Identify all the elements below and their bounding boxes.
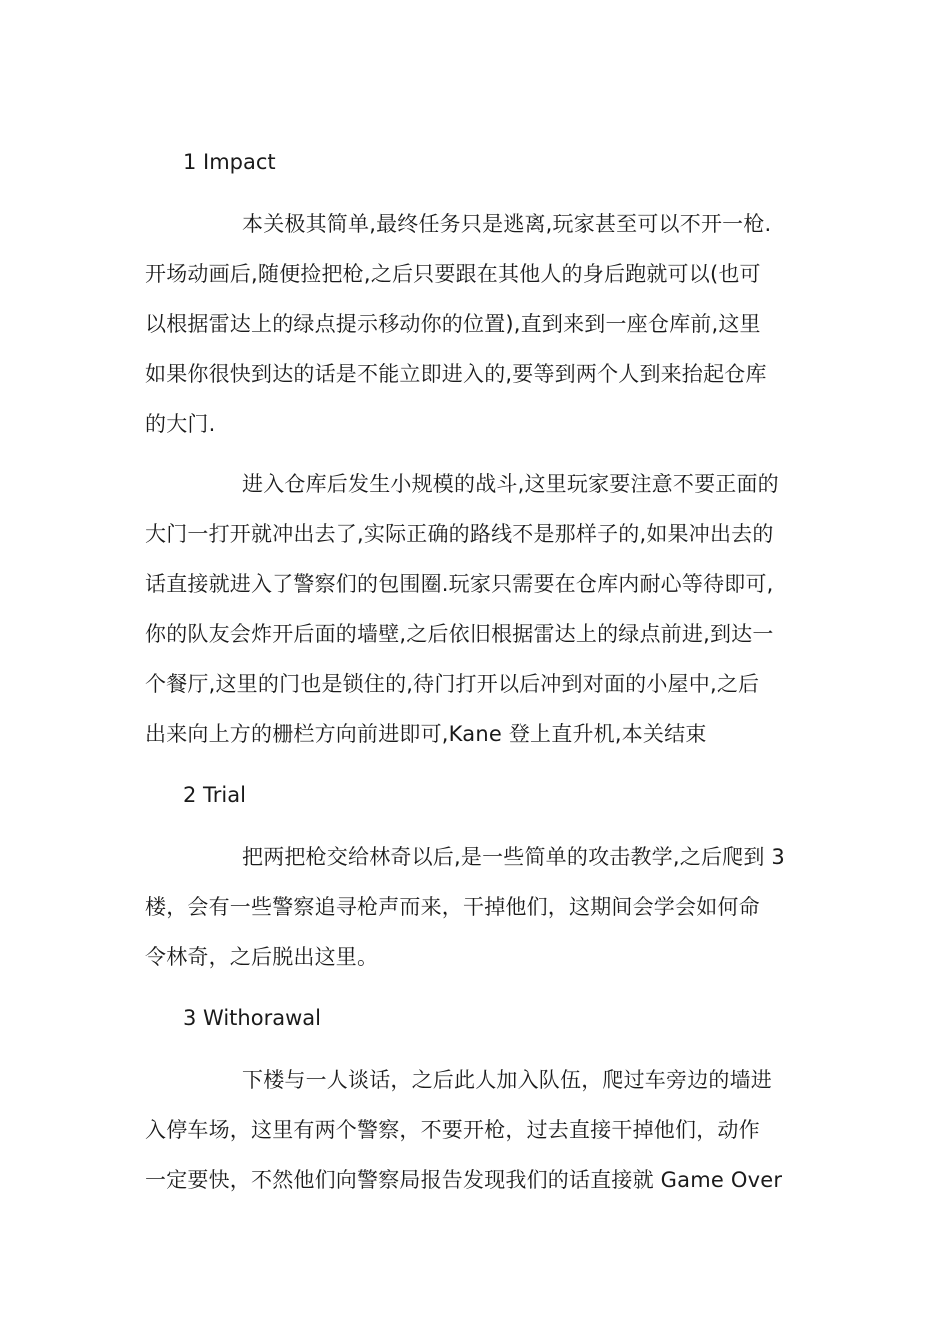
- paragraph-trial: [145, 843, 810, 993]
- text-line: 本关极其简单,最终任务只是逃离,玩家甚至可以不开一枪.: [242, 212, 772, 236]
- text-line: 下楼与一人谈话，之后此人加入队伍，爬过车旁边的墙进: [242, 1068, 772, 1092]
- text-line: 话直接就进入了警察们的包围圈.玩家只需要在仓库内耐心等待即可,: [145, 572, 774, 596]
- text-line: 如果你很快到达的话是不能立即进入的,要等到两个人到来抬起仓库: [145, 362, 767, 386]
- text-line: 个餐厅,这里的门也是锁住的,待门打开以后冲到对面的小屋中,之后: [145, 672, 760, 696]
- text-line: 令林奇，之后脱出这里。: [145, 945, 379, 969]
- section-heading-withdrawal: 3 Withorawal: [183, 1006, 321, 1030]
- text-line: 的大门.: [145, 412, 216, 436]
- text-line: 大门一打开就冲出去了,实际正确的路线不是那样子的,如果冲出去的: [145, 522, 774, 546]
- paragraph-withdrawal: [145, 1066, 810, 1216]
- text-line: 以根据雷达上的绿点提示移动你的位置),直到来到一座仓库前,这里: [145, 312, 761, 336]
- section-heading-trial: 2 Trial: [183, 783, 246, 807]
- paragraph-impact-warehouse: [145, 470, 810, 770]
- text-line: 一定要快，不然他们向警察局报告发现我们的话直接就 Game Over: [145, 1168, 783, 1192]
- paragraph-impact-intro: [145, 210, 810, 460]
- text-line: 进入仓库后发生小规模的战斗,这里玩家要注意不要正面的: [242, 472, 779, 496]
- text-line: 出来向上方的栅栏方向前进即可,Kane 登上直升机,本关结束: [145, 722, 707, 746]
- text-line: 入停车场，这里有两个警察，不要开枪，过去直接干掉他们，动作: [145, 1118, 760, 1142]
- text-line: 你的队友会炸开后面的墙壁,之后依旧根据雷达上的绿点前进,到达一: [145, 622, 774, 646]
- text-line: 楼，会有一些警察追寻枪声而来，干掉他们，这期间会学会如何命: [145, 895, 760, 919]
- text-line: 开场动画后,随便捡把枪,之后只要跟在其他人的身后跑就可以(也可: [145, 262, 761, 286]
- text-line: 把两把枪交给林奇以后,是一些简单的攻击教学,之后爬到 3: [242, 845, 785, 869]
- section-heading-impact: 1 Impact: [183, 150, 276, 174]
